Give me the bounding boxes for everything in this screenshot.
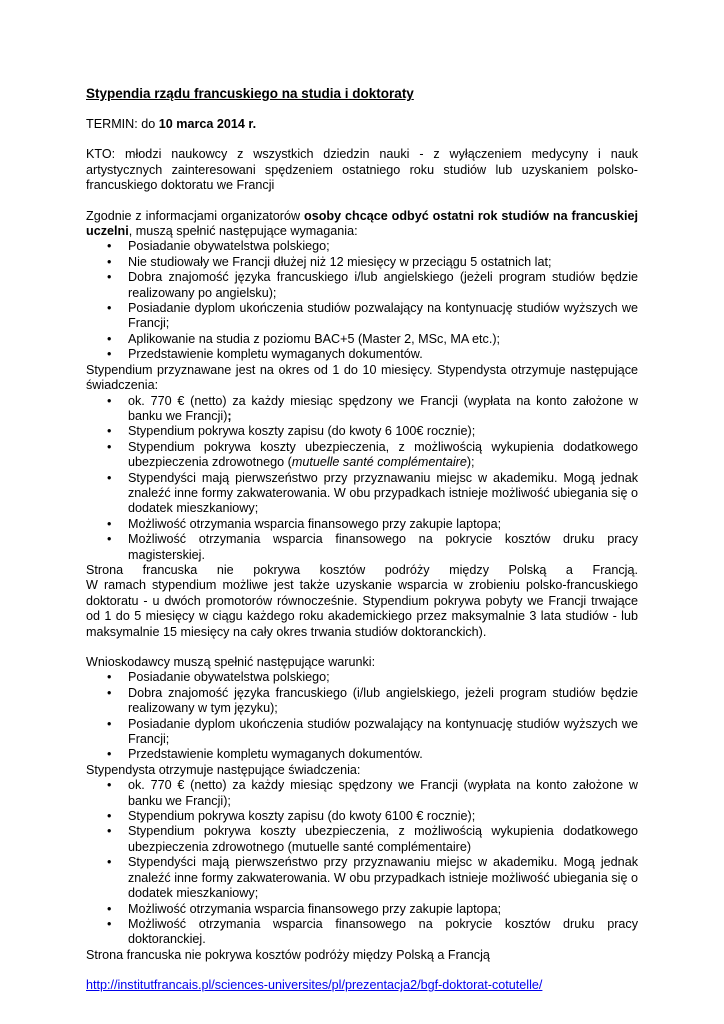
document-page <box>86 86 638 994</box>
list-item: • Przedstawienie kompletu wymaganych dokumentów. <box>128 747 638 762</box>
source-link[interactable]: http://institutfrancais.pl/sciences-universites/pl/prezentacja2/bgf-doktorat-cotutelle/ <box>86 978 543 993</box>
section2-requirements-list <box>86 670 638 762</box>
list-item: • Aplikowanie na studia z poziomu BAC+5 (Master 2, MSc, MA etc.); <box>128 332 638 347</box>
list-item: • Stypendyści mają pierwszeństwo przy przyznawaniu miejsc w akademiku. Mogą jednak znaleźć inne formy zakwaterowania. W obu przypadkach istnieje możliwość ubiegania się o dodatek mieszkaniowy; <box>128 855 638 901</box>
source-link-line <box>86 978 638 993</box>
doctorate-paragraph: W ramach stypendium możliwe jest także uzyskanie wsparcia w zrobieniu polsko-francuskiego doktoratu - u dwóch promotorów równocześnie. Stypendium pokrywa pobyty we Francji trwające od 1 do 5 miesięcy w ciągu każdego roku akademickiego przez maksymalnie 3 lata studiów - lub maksymalnie 15 miesięcy na cały okres trwania studiów doktoranckich). <box>86 578 638 639</box>
section2-benefits-list <box>86 778 638 947</box>
list-item: • Dobra znajomość języka francuskiego (i/lub angielskiego, jeżeli program studiów będzie realizowany w tym języku); <box>128 686 638 717</box>
list-item: • Nie studiowały we Francji dłużej niż 12 miesięcy w przeciągu 5 ostatnich lat; <box>128 255 638 270</box>
section1-benefits-list <box>86 394 638 563</box>
section1-intro-bold: osoby chcące odbyć ostatni rok studiów na francuskiej uczelni <box>86 208 638 239</box>
section1-travel-note: Strona francuska nie pokrywa kosztów podróży między Polską a Francją. <box>86 562 638 577</box>
list-item: • Możliwość otrzymania wsparcia finansowego przy zakupie laptopa; <box>128 902 638 917</box>
list-item: • ok. 770 € (netto) za każdy miesiąc spędzony we Francji (wypłata na konto założone w banku we Francji); <box>128 394 638 425</box>
list-item: • Stypendium pokrywa koszty zapisu (do kwoty 6100 € rocznie); <box>128 809 638 824</box>
list-item: • Możliwość otrzymania wsparcia finansowego na pokrycie kosztów druku pracy doktoranckiej. <box>128 917 638 948</box>
document-title: Stypendia rządu francuskiego na studia i doktoraty <box>86 86 414 101</box>
section2-intro: Wnioskodawcy muszą spełnić następujące warunki: <box>86 655 376 669</box>
list-item: • Posiadanie dyplom ukończenia studiów pozwalający na kontynuację studiów wyższych we Francji; <box>128 717 638 748</box>
section2-benefits-intro: Stypendysta otrzymuje następujące świadczenia: <box>86 762 361 777</box>
section1-duration: Stypendium przyznawane jest na okres od 1 do 10 miesięcy. Stypendysta otrzymuje następujące świadczenia: <box>86 362 638 393</box>
list-item: • Dobra znajomość języka francuskiego i/lub angielskiego (jeżeli program studiów będzie realizowany po angielsku); <box>128 270 638 301</box>
list-item: • Przedstawienie kompletu wymaganych dokumentów. <box>128 347 638 362</box>
list-item: • Stypendium pokrywa koszty zapisu (do kwoty 6 100€ rocznie); <box>128 424 638 439</box>
list-item: • Możliwość otrzymania wsparcia finansowego przy zakupie laptopa; <box>128 517 638 532</box>
deadline <box>86 117 638 132</box>
list-item: • Stypendyści mają pierwszeństwo przy przyznawaniu miejsc w akademiku. Mogą jednak znaleźć inne formy zakwaterowania. W obu przypadkach istnieje możliwość ubiegania się o dodatek mieszkaniowy; <box>128 471 638 517</box>
eligibility-paragraph: KTO: młodzi naukowcy z wszystkich dziedzin nauki - z wyłączeniem medycyny i nauk artystycznych zainteresowani spędzeniem ostatniego roku studiów lub uzyskaniem polsko-francuskiego doktoratu we Francji <box>86 147 638 193</box>
deadline-date: 10 marca 2014 r. <box>158 117 257 131</box>
section1-requirements-list <box>86 239 638 362</box>
list-item: • Posiadanie dyplom ukończenia studiów pozwalający na kontynuację studiów wyższych we Francji; <box>128 301 638 332</box>
deadline-label: TERMIN: do <box>86 117 159 131</box>
list-item: • Stypendium pokrywa koszty ubezpieczenia, z możliwością wykupienia dodatkowego ubezpieczenia zdrowotnego (mutuelle santé complémentaire) <box>128 824 638 855</box>
list-item: • Możliwość otrzymania wsparcia finansowego na pokrycie kosztów druku pracy magisterskiej. <box>128 532 638 563</box>
list-item: • ok. 770 € (netto) za każdy miesiąc spędzony we Francji (wypłata na konto założone w banku we Francji); <box>128 778 638 809</box>
list-item: • Posiadanie obywatelstwa polskiego; <box>128 670 638 685</box>
section1-intro: Zgodnie z informacjami organizatorów osoby chcące odbyć ostatni rok studiów na francuskiej uczelni, muszą spełnić następujące wymagania: <box>86 208 638 239</box>
section2-travel-note: Strona francuska nie pokrywa kosztów podróży między Polską a Francją <box>86 947 490 962</box>
list-item: • Posiadanie obywatelstwa polskiego; <box>128 239 638 254</box>
list-item: • Stypendium pokrywa koszty ubezpieczenia, z możliwością wykupienia dodatkowego ubezpieczenia zdrowotnego (mutuelle santé complémentaire); <box>128 440 638 471</box>
